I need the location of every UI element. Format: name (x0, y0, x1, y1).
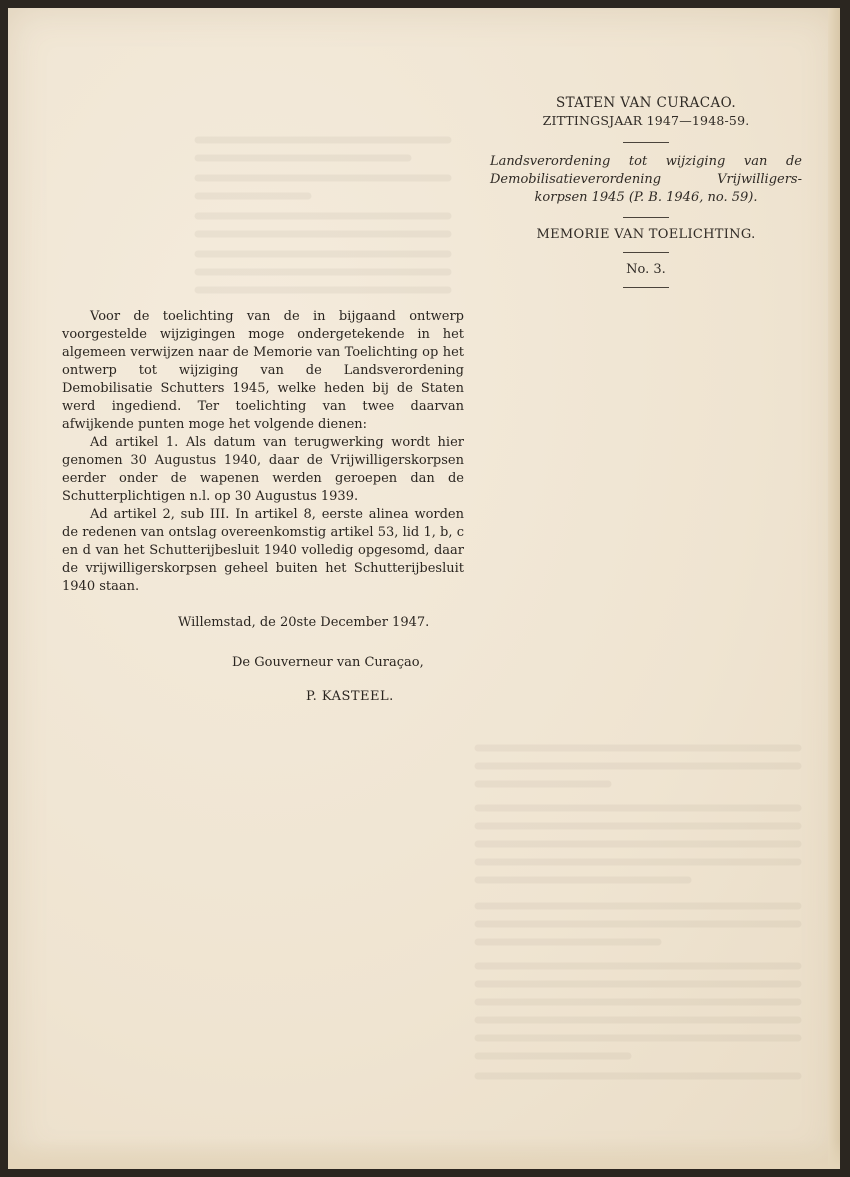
place-and-date: Willemstad, de 20ste December 1947. (178, 615, 430, 630)
paragraph-intro: Voor de toelichting van de in bijgaand ontwerp voorgestelde wijzigingen moge ondergetekende in het algemeen verwijzen naar de Memorie van Toelichting op het ontwerp tot wijziging van de Landsverordening Demobilisatie Schutters 1945, welke heden bij de Staten werd ingediend. Ter toelichting van twee daarvan afwijkende punten moge het volgende dienen: (62, 309, 464, 432)
paragraph-article-1: Ad artikel 1. Als datum van terugwerking wordt hier genomen 30 Augustus 1940, daar de Vrijwilligerskorpsen eerder onder de wapenen werden geroepen dan de Schutterplichtigen n.l. op 30 Augustus 1939. (62, 435, 464, 504)
document-number: No. 3. (626, 262, 666, 277)
memorandum-body (62, 308, 464, 596)
divider-rule (623, 287, 669, 288)
paragraph-article-2: Ad artikel 2, sub III. In artikel 8, eerste alinea worden de redenen van ontslag overeenkomstig artikel 53, lid 1, b, c en d van het Schutterijbesluit 1940 volledig opgesomd, daar de vrijwilligerskorpsen geheel buiten het Schutterijbesluit 1940 staan. (62, 507, 464, 594)
ordinance-title: Landsverordening tot wijziging van de Demobilisatieverordening Vrijwilligers-korpsen 1945 (P. B. 1946, no. 59). (490, 154, 802, 205)
signatory-title: De Gouverneur van Curaçao, (232, 655, 424, 670)
document-page (8, 8, 840, 1169)
document-header (488, 94, 804, 288)
divider-rule (623, 142, 669, 143)
divider-rule (623, 217, 669, 218)
header-assembly: STATEN VAN CURACAO. (555, 95, 737, 111)
memorandum-heading: MEMORIE VAN TOELICHTING. (536, 227, 756, 242)
header-session: ZITTINGSJAAR 1947—1948-59. (542, 113, 750, 128)
signature-name: P. KASTEEL. (306, 689, 394, 704)
divider-rule (623, 252, 669, 253)
